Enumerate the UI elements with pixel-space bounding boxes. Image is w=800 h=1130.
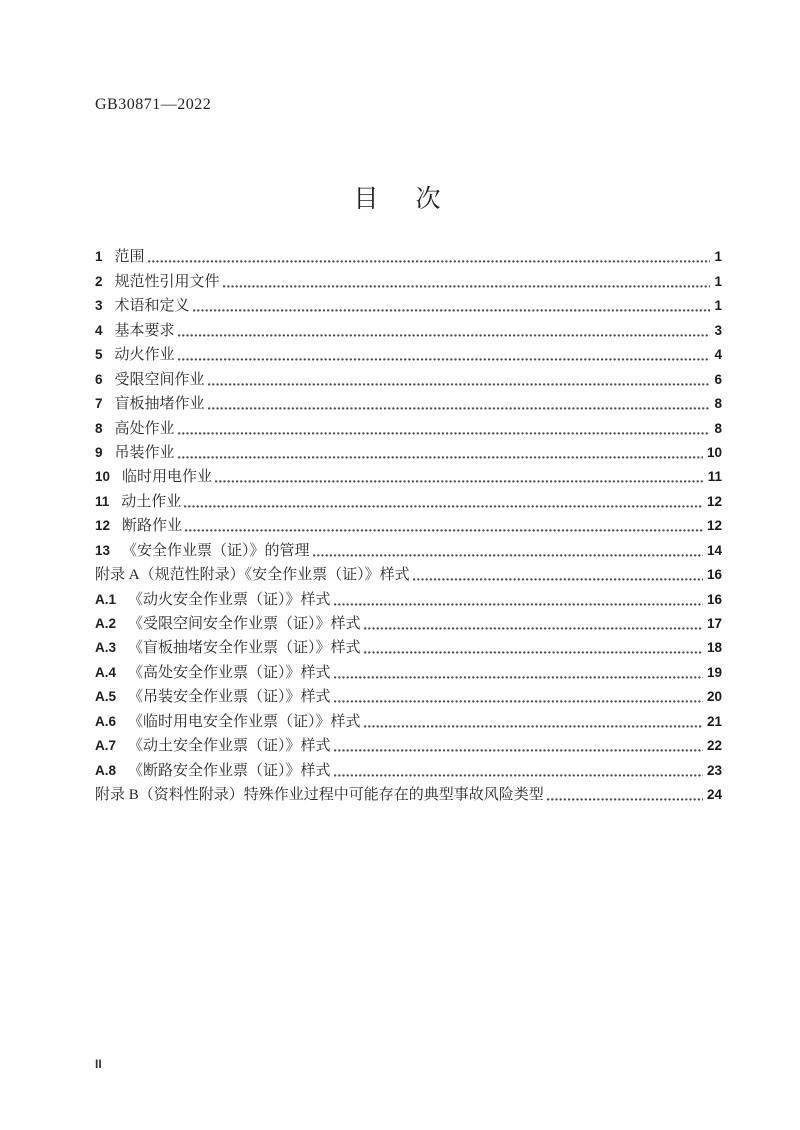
toc-entry-number: 13 bbox=[95, 542, 111, 558]
toc-entry bbox=[95, 611, 722, 635]
toc-entry bbox=[95, 537, 722, 561]
page-title: 目 次 bbox=[353, 186, 447, 213]
toc-entry-title: 《断路安全作业票（证）》样式 bbox=[128, 762, 331, 779]
toc-leader-dots bbox=[334, 700, 703, 703]
toc-entry-title: 受限空间作业 bbox=[114, 371, 205, 388]
toc-leader-dots bbox=[185, 529, 703, 532]
toc-entry bbox=[95, 659, 722, 683]
toc-entry-page: 16 bbox=[706, 567, 722, 583]
toc-entry-page: 16 bbox=[706, 591, 722, 607]
toc-entry-title: 《受限空间安全作业票（证）》样式 bbox=[128, 616, 361, 632]
toc-entry bbox=[95, 513, 722, 537]
toc-leader-dots bbox=[223, 285, 711, 288]
toc-entry-number: 5 bbox=[95, 347, 103, 363]
toc-entry-page: 10 bbox=[706, 444, 722, 460]
toc-leader-dots bbox=[413, 578, 703, 581]
toc-entry-title: 基本要求 bbox=[114, 322, 175, 339]
toc-entry-title: 《动土安全作业票（证）》样式 bbox=[128, 738, 331, 755]
toc-entry-page: 12 bbox=[706, 493, 722, 509]
toc-entry bbox=[95, 342, 722, 366]
toc-entry bbox=[95, 586, 722, 610]
toc-entry-title: 附录 A（规范性附录）《安全作业票（证）》样式 bbox=[95, 567, 410, 584]
toc-entry-title: 吊装作业 bbox=[114, 444, 175, 461]
table-of-contents bbox=[95, 244, 722, 806]
toc-entry-number: 10 bbox=[95, 469, 111, 485]
toc-entry-page: 17 bbox=[706, 616, 722, 631]
toc-leader-dots bbox=[364, 627, 703, 630]
toc-leader-dots bbox=[178, 334, 711, 337]
toc-entry-page: 22 bbox=[706, 738, 722, 754]
toc-entry-number: 11 bbox=[95, 493, 110, 509]
toc-entry bbox=[95, 366, 722, 390]
toc-leader-dots bbox=[208, 407, 711, 410]
toc-entry-page: 8 bbox=[714, 396, 722, 412]
toc-entry-title: 《高处安全作业票（证）》样式 bbox=[128, 664, 331, 681]
toc-entry-page: 19 bbox=[706, 664, 722, 680]
toc-entry-number: 12 bbox=[95, 518, 111, 534]
toc-entry-number: 6 bbox=[95, 371, 103, 387]
toc-entry-page: 14 bbox=[706, 542, 722, 558]
toc-entry-number: 3 bbox=[95, 298, 103, 314]
toc-entry-title: 断路作业 bbox=[122, 518, 183, 535]
toc-leader-dots bbox=[178, 358, 711, 361]
toc-entry bbox=[95, 268, 722, 292]
toc-entry bbox=[95, 317, 722, 341]
toc-entry bbox=[95, 684, 722, 708]
toc-entry-title: 动土作业 bbox=[121, 493, 182, 510]
toc-leader-dots bbox=[193, 309, 711, 312]
toc-entry-page: 23 bbox=[706, 762, 722, 778]
toc-entry-title: 高处作业 bbox=[114, 420, 175, 437]
toc-entry-number: A.5 bbox=[95, 689, 117, 705]
toc-leader-dots bbox=[178, 456, 703, 459]
toc-entry-number: A.7 bbox=[95, 738, 117, 754]
toc-entry-page: 1 bbox=[714, 273, 722, 289]
toc-entry-page: 4 bbox=[714, 347, 722, 363]
toc-entry-page: 12 bbox=[706, 518, 722, 534]
toc-leader-dots bbox=[334, 749, 703, 752]
toc-leader-dots bbox=[334, 774, 703, 777]
toc-leader-dots bbox=[313, 554, 703, 557]
toc-entry bbox=[95, 244, 722, 268]
toc-entry-page: 1 bbox=[714, 298, 722, 314]
toc-entry-title: 《盲板抽堵安全作业票（证）》样式 bbox=[128, 640, 361, 657]
toc-entry-number: 2 bbox=[95, 273, 103, 289]
toc-leader-dots bbox=[364, 725, 703, 728]
toc-entry-page: 21 bbox=[706, 713, 722, 729]
toc-entry-number: A.6 bbox=[95, 713, 117, 729]
toc-entry bbox=[95, 782, 722, 806]
toc-entry-number: A.1 bbox=[95, 591, 117, 607]
toc-leader-dots bbox=[178, 432, 711, 435]
toc-entry-page: 20 bbox=[706, 689, 722, 705]
toc-entry-number: A.4 bbox=[95, 664, 117, 680]
toc-entry bbox=[95, 757, 722, 781]
standard-number: GB30871—2022 bbox=[95, 96, 212, 113]
toc-entry-title: 动火作业 bbox=[114, 347, 175, 364]
toc-entry-number: A.3 bbox=[95, 640, 117, 656]
toc-entry-number: 9 bbox=[95, 444, 103, 460]
toc-entry bbox=[95, 293, 722, 317]
toc-entry-title: 《吊装安全作业票（证）》样式 bbox=[128, 689, 331, 706]
toc-leader-dots bbox=[184, 505, 703, 508]
toc-leader-dots bbox=[208, 383, 711, 386]
toc-entry bbox=[95, 733, 722, 757]
toc-entry bbox=[95, 415, 722, 439]
toc-entry bbox=[95, 488, 722, 512]
toc-leader-dots bbox=[148, 260, 711, 263]
toc-entry bbox=[95, 562, 722, 586]
toc-entry-title: 临时用电作业 bbox=[122, 469, 213, 486]
toc-leader-dots bbox=[334, 603, 703, 606]
toc-entry bbox=[95, 464, 722, 488]
toc-entry-title: 术语和定义 bbox=[114, 298, 190, 315]
toc-entry bbox=[95, 391, 722, 415]
toc-leader-dots bbox=[334, 676, 703, 679]
toc-entry-page: 11 bbox=[707, 469, 722, 485]
toc-entry-title: 《动火安全作业票（证）》样式 bbox=[128, 591, 331, 608]
toc-entry bbox=[95, 440, 722, 464]
toc-entry-page: 8 bbox=[714, 420, 722, 436]
toc-leader-dots bbox=[215, 480, 704, 483]
footer-page-number: II bbox=[95, 1057, 102, 1071]
toc-entry-title: 盲板抽堵作业 bbox=[114, 396, 205, 413]
toc-leader-dots bbox=[547, 798, 703, 801]
toc-entry bbox=[95, 708, 722, 732]
toc-leader-dots bbox=[364, 651, 703, 654]
toc-entry-number: 4 bbox=[95, 322, 103, 338]
toc-entry-title: 《安全作业票（证）》的管理 bbox=[122, 542, 310, 559]
toc-entry-title: 附录 B（资料性附录）特殊作业过程中可能存在的典型事故风险类型 bbox=[95, 787, 544, 804]
toc-entry-number: 7 bbox=[95, 396, 103, 412]
toc-entry-title: 《临时用电安全作业票（证）》样式 bbox=[128, 713, 361, 730]
toc-entry-page: 6 bbox=[714, 371, 722, 387]
toc-entry-number: 8 bbox=[95, 420, 103, 436]
toc-entry-page: 3 bbox=[714, 322, 722, 338]
toc-entry-page: 24 bbox=[706, 787, 722, 803]
toc-entry-page: 1 bbox=[714, 249, 722, 265]
toc-entry-number: A.2 bbox=[95, 616, 117, 631]
toc-entry bbox=[95, 635, 722, 659]
toc-entry-page: 18 bbox=[706, 640, 722, 656]
toc-entry-number: A.8 bbox=[95, 762, 117, 778]
toc-entry-title: 范围 bbox=[114, 249, 145, 266]
toc-entry-title: 规范性引用文件 bbox=[114, 273, 220, 290]
toc-entry-number: 1 bbox=[95, 249, 103, 265]
